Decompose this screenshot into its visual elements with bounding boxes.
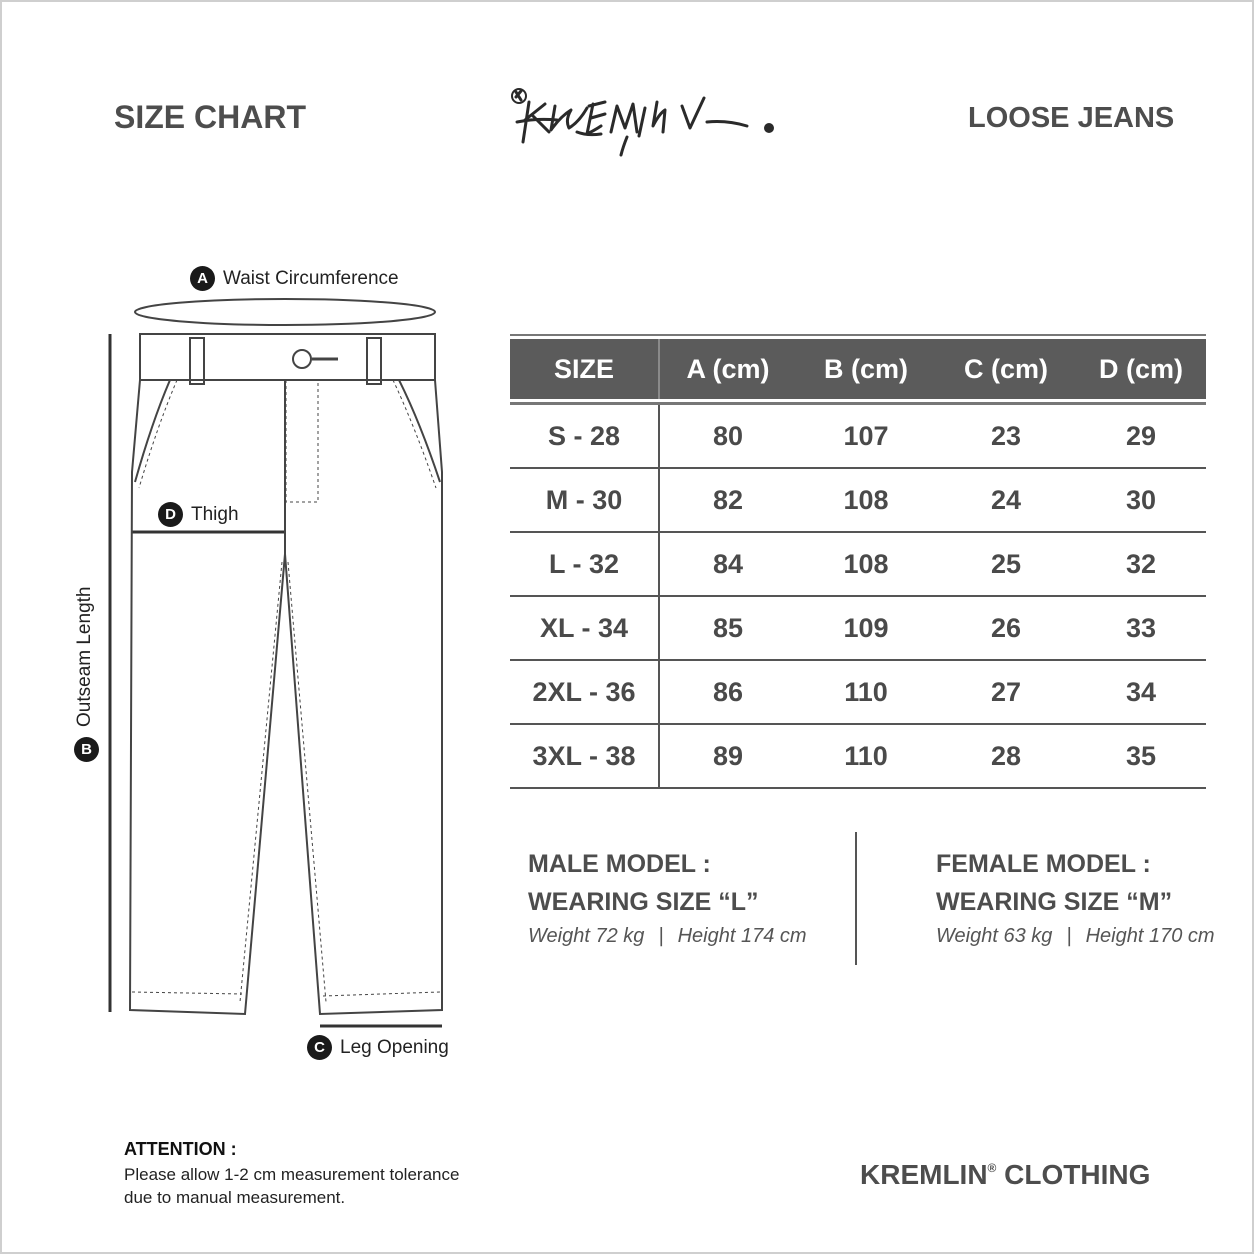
leg-opening-label: Leg Opening [340,1036,449,1058]
row-b: 110 [844,676,888,707]
brand-footer [860,1159,1150,1191]
row-c: 24 [990,484,1022,515]
table-row [510,533,1206,597]
brand-suffix: CLOTHING [996,1159,1151,1190]
logo-text: KREMLIN [507,82,512,83]
female-model-heading: FEMALE MODEL : [936,850,1151,878]
row-b: 108 [843,548,889,579]
table-row [510,661,1206,725]
row-c: 28 [990,740,1022,771]
jeans-diagram [2,2,502,1102]
row-c: 27 [990,676,1022,707]
models-divider [855,832,857,965]
table-header [510,339,1206,399]
brand-name: KREMLIN [860,1159,988,1190]
row-b: 108 [843,484,889,515]
row-size: S - 28 [510,405,660,467]
row-a: 86 [712,676,744,707]
header-a: A (cm) [686,353,770,384]
badge-d: D [158,502,183,527]
table-top-rule [510,334,1206,336]
header-b: B (cm) [823,353,908,384]
table-row [510,725,1206,789]
row-c: 23 [990,420,1022,451]
female-model-info [936,845,1236,948]
header-size: SIZE [510,339,660,399]
marker-b [74,737,99,762]
table-row [510,469,1206,533]
female-height: Height 170 cm [1085,925,1215,947]
marker-d [158,502,239,527]
attention-note [124,1139,544,1209]
attention-line-2: due to manual measurement. [124,1188,346,1207]
attention-title: ATTENTION : [124,1139,237,1159]
header-c: C (cm) [963,353,1048,384]
registered-mark: ® [987,1161,997,1175]
female-model-meta [936,925,1236,948]
row-d: 35 [1125,740,1157,771]
row-d: 34 [1125,676,1157,707]
size-table [510,334,1206,789]
row-size: 3XL - 38 [510,725,660,787]
male-model-size: WEARING SIZE “L” [528,888,759,916]
badge-c: C [307,1035,332,1060]
row-b: 107 [843,420,889,451]
male-weight: Weight 72 kg [528,925,645,947]
row-d: 30 [1125,484,1157,515]
row-c: 26 [990,612,1022,643]
row-size: L - 32 [510,533,660,595]
marker-c [307,1035,449,1060]
table-row [510,405,1206,469]
marker-a [190,266,399,291]
male-model-heading: MALE MODEL : [528,850,711,878]
table-row [510,597,1206,661]
male-model-info [528,845,848,948]
row-b: 110 [844,740,888,771]
row-d: 32 [1125,548,1157,579]
row-size: M - 30 [510,469,660,531]
row-size: XL - 34 [510,597,660,659]
thigh-label: Thigh [191,503,239,525]
badge-b: B [74,737,99,762]
row-d: 33 [1125,612,1157,643]
row-a: 84 [712,548,744,579]
page-title: SIZE CHART [114,99,306,135]
outseam-label: Outseam Length [74,586,95,727]
male-model-meta [528,925,848,948]
female-model-size: WEARING SIZE “M” [936,888,1173,916]
female-separator: | [1066,925,1072,947]
badge-a: A [190,266,215,291]
row-a: 89 [712,740,744,771]
row-a: 82 [712,484,744,515]
row-size: 2XL - 36 [510,661,660,723]
attention-line-1: Please allow 1-2 cm measurement tolerance [124,1165,460,1184]
kremlin-logo [507,82,782,162]
row-c: 25 [990,548,1022,579]
male-separator: | [658,925,664,947]
female-weight: Weight 63 kg [936,925,1053,947]
header-d: D (cm) [1098,353,1183,384]
row-d: 29 [1125,420,1157,451]
row-a: 80 [712,420,744,451]
waist-label: Waist Circumference [223,267,399,289]
male-height: Height 174 cm [677,925,807,947]
product-title: LOOSE JEANS [968,102,1175,134]
row-a: 85 [712,612,744,643]
row-b: 109 [843,612,889,643]
